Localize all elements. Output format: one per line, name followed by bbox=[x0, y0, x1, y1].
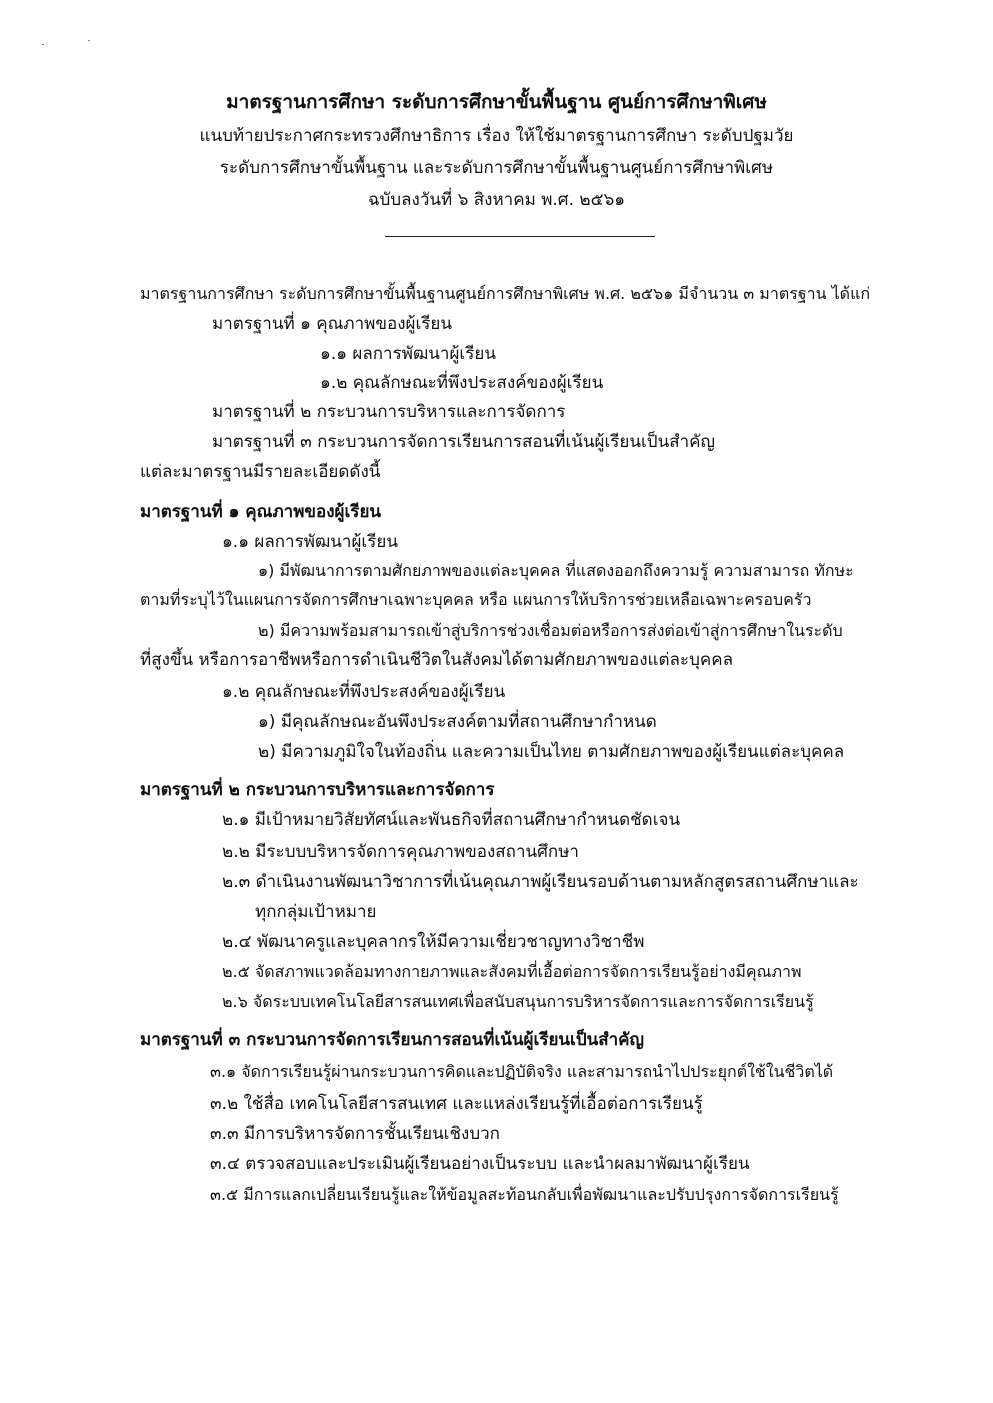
section-2-item-3-line-2: ทุกกลุ่มเป้าหมาย bbox=[255, 902, 377, 922]
title-divider bbox=[385, 236, 655, 237]
section-3-item-4: ๓.๔ ตรวจสอบและประเมินผู้เรียนอย่างเป็นระบบ และนำผลมาพัฒนาผู้เรียน bbox=[210, 1154, 750, 1174]
document-title: มาตรฐานการศึกษา ระดับการศึกษาขั้นพื้นฐาน ศูนย์การศึกษาพิเศษ bbox=[226, 91, 767, 113]
document-subtitle-1: แนบท้ายประกาศกระทรวงศึกษาธิการ เรื่อง ให้ใช้มาตรฐานการศึกษา ระดับปฐมวัย bbox=[199, 126, 794, 146]
section-1-sub-1: ๑.๑ ผลการพัฒนาผู้เรียน bbox=[222, 532, 398, 552]
scan-speck bbox=[42, 44, 44, 45]
section-3-item-1: ๓.๑ จัดการเรียนรู้ผ่านกระบวนการคิดและปฏิบัติจริง และสามารถนำไปประยุกต์ใช้ในชีวิตได้ bbox=[210, 1062, 834, 1081]
intro-standard-1: มาตรฐานที่ ๑ คุณภาพของผู้เรียน bbox=[212, 314, 452, 334]
section-3-item-5: ๓.๕ มีการแลกเปลี่ยนเรียนรู้และให้ข้อมูลสะท้อนกลับเพื่อพัฒนาและปรับปรุงการจัดการเรียนรู้ bbox=[210, 1185, 839, 1204]
section-1-item-3: ๑) มีคุณลักษณะอันพึงประสงค์ตามที่สถานศึกษากำหนด bbox=[258, 712, 657, 732]
section-2-item-4: ๒.๔ พัฒนาครูและบุคลากรให้มีความเชี่ยวชาญทางวิชาชีพ bbox=[222, 932, 645, 952]
intro-standard-3: มาตรฐานที่ ๓ กระบวนการจัดการเรียนการสอนที่เน้นผู้เรียนเป็นสำคัญ bbox=[212, 432, 716, 452]
section-3-heading: มาตรฐานที่ ๓ กระบวนการจัดการเรียนการสอนที่เน้นผู้เรียนเป็นสำคัญ bbox=[140, 1030, 645, 1050]
scan-speck bbox=[88, 40, 90, 41]
intro-standard-2: มาตรฐานที่ ๒ กระบวนการบริหารและการจัดการ bbox=[212, 402, 566, 422]
section-1-item-1-line-2: ตามที่ระบุไว้ในแผนการจัดการศึกษาเฉพาะบุคคล หรือ แผนการให้บริการช่วยเหลือเฉพาะครอบครัว bbox=[140, 590, 812, 609]
section-2-item-5: ๒.๕ จัดสภาพแวดล้อมทางกายภาพและสังคมที่เอื้อต่อการจัดการเรียนรู้อย่างมีคุณภาพ bbox=[222, 962, 802, 981]
document-subtitle-2: ระดับการศึกษาขั้นพื้นฐาน และระดับการศึกษาขั้นพื้นฐานศูนย์การศึกษาพิเศษ bbox=[219, 158, 774, 178]
section-2-heading: มาตรฐานที่ ๒ กระบวนการบริหารและการจัดการ bbox=[140, 780, 495, 800]
section-3-item-3: ๓.๓ มีการบริหารจัดการชั้นเรียนเชิงบวก bbox=[210, 1124, 500, 1144]
section-1-item-2-line-1: ๒) มีความพร้อมสามารถเข้าสู่บริการช่วงเชื่อมต่อหรือการส่งต่อเข้าสู่การศึกษาในระดับ bbox=[258, 621, 843, 640]
section-2-item-2: ๒.๒ มีระบบบริหารจัดการคุณภาพของสถานศึกษา bbox=[222, 842, 579, 862]
section-2-item-3-line-1: ๒.๓ ดำเนินงานพัฒนาวิชาการที่เน้นคุณภาพผู้เรียนรอบด้านตามหลักสูตรสถานศึกษาและ bbox=[222, 872, 859, 892]
section-1-item-1-line-1: ๑) มีพัฒนาการตามศักยภาพของแต่ละบุคคล ที่แสดงออกถึงความรู้ ความสามารถ ทักษะ bbox=[258, 561, 854, 580]
intro-standard-1-2: ๑.๒ คุณลักษณะที่พึงประสงค์ของผู้เรียน bbox=[320, 373, 604, 393]
document-date-line: ฉบับลงวันที่ ๖ สิงหาคม พ.ศ. ๒๕๖๑ bbox=[367, 190, 626, 210]
intro-standard-1-1: ๑.๑ ผลการพัฒนาผู้เรียน bbox=[320, 344, 496, 364]
intro-detail: แต่ละมาตรฐานมีรายละเอียดดังนี้ bbox=[140, 462, 381, 482]
section-1-sub-2: ๑.๒ คุณลักษณะที่พึงประสงค์ของผู้เรียน bbox=[222, 682, 506, 702]
section-1-heading: มาตรฐานที่ ๑ คุณภาพของผู้เรียน bbox=[140, 502, 382, 522]
section-3-item-2: ๓.๒ ใช้สื่อ เทคโนโลยีสารสนเทศ และแหล่งเรียนรู้ที่เอื้อต่อการเรียนรู้ bbox=[210, 1094, 703, 1114]
intro-lead: มาตรฐานการศึกษา ระดับการศึกษาขั้นพื้นฐานศูนย์การศึกษาพิเศษ พ.ศ. ๒๕๖๑ มีจำนวน ๓ มาตรฐาน ได้แก่ bbox=[140, 284, 871, 303]
section-2-item-1: ๒.๑ มีเป้าหมายวิสัยทัศน์และพันธกิจที่สถานศึกษากำหนดชัดเจน bbox=[222, 810, 681, 830]
section-1-item-2-line-2: ที่สูงขึ้น หรือการอาชีพหรือการดำเนินชีวิตในสังคมได้ตามศักยภาพของแต่ละบุคคล bbox=[140, 650, 734, 670]
section-2-item-6: ๒.๖ จัดระบบเทคโนโลยีสารสนเทศเพื่อสนับสนุนการบริหารจัดการและการจัดการเรียนรู้ bbox=[222, 992, 814, 1011]
section-1-item-4: ๒) มีความภูมิใจในท้องถิ่น และความเป็นไทย ตามศักยภาพของผู้เรียนแต่ละบุคคล bbox=[258, 742, 845, 762]
